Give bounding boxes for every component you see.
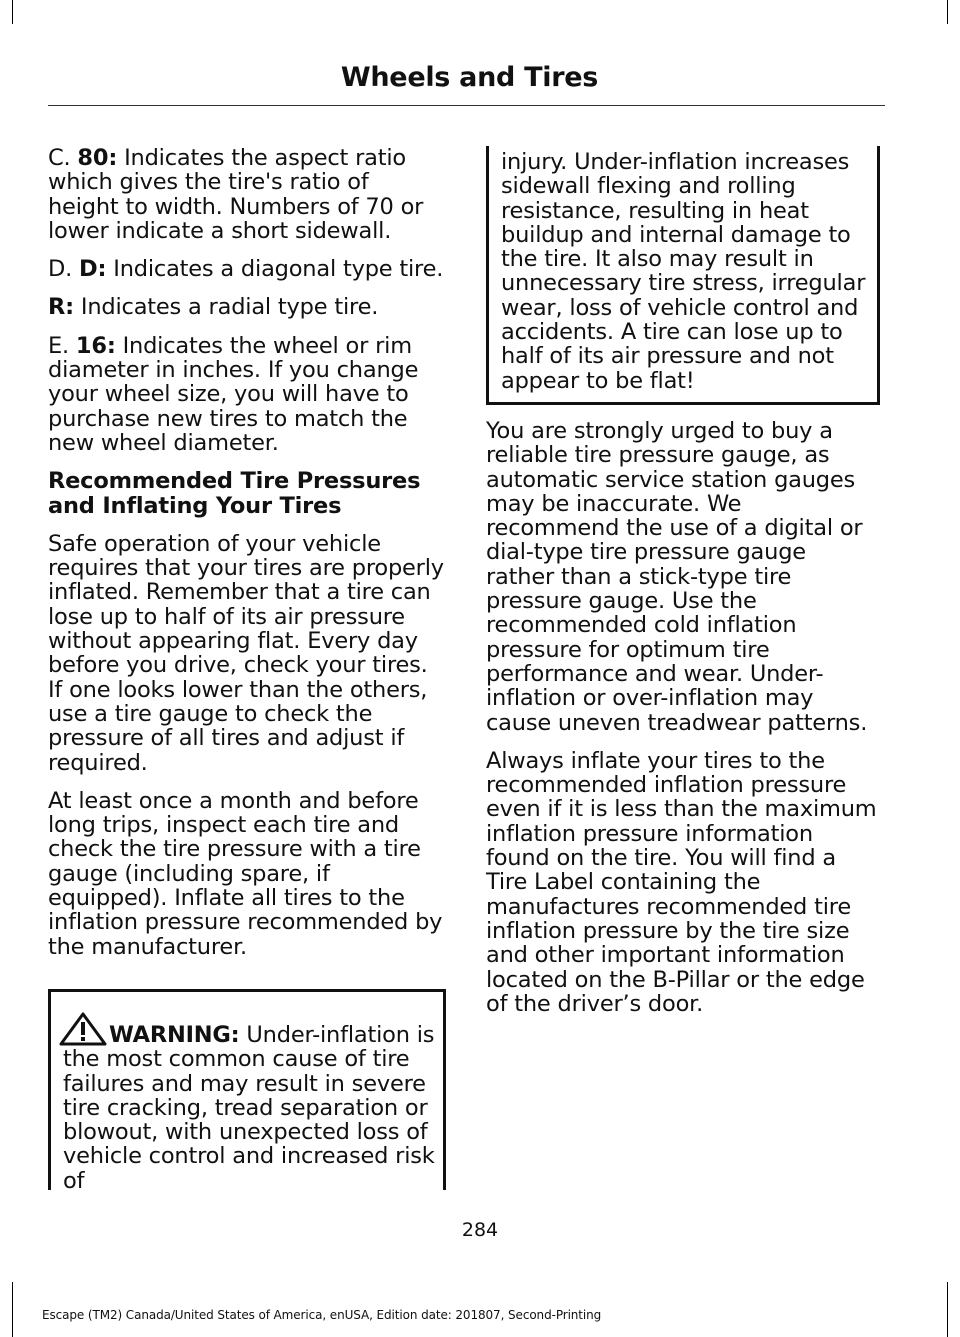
- aspect-ratio-paragraph: [48, 146, 446, 243]
- body-paragraph: At least once a month and before long trips, inspect each tire and check the tire pressure with a tire gauge (including spare, if equipped). Inflate all tires to the inflation pressure recommended by the manufacturer.: [48, 787, 443, 960]
- warning-text: Under-inflation is the most common cause of tire failures and may result in severe tire cracking, tread separation or blowout, with unexpected loss of vehicle control and increased risk of: [63, 1021, 435, 1194]
- crop-mark-top-right: [947, 0, 948, 24]
- crop-mark-bottom-right: [947, 1282, 948, 1337]
- left-column: [48, 145, 446, 1194]
- item-code: 16:: [75, 332, 116, 359]
- warning-box: [48, 989, 446, 1194]
- item-code: 80:: [77, 145, 118, 171]
- warning-triangle-icon: [57, 1012, 109, 1046]
- item-code: R:: [48, 294, 74, 321]
- body-paragraph: Safe operation of your vehicle requires that your tires are properly inflated. Remember that a tire can lose up to half of its air pressure without appearing flat. Every day before you drive, check your tires. If one looks lower than the others, use a tire gauge to check the pressure of all tires and adjust if required.: [48, 530, 444, 776]
- warning-label: WARNING:: [109, 1021, 240, 1048]
- item-code: D:: [79, 256, 107, 283]
- footer-text: Escape (TM2) Canada/United States of America, enUSA, Edition date: 201807, Second-Printing: [42, 1308, 602, 1322]
- right-column: [486, 146, 880, 1030]
- body-paragraph: You are strongly urged to buy a reliable tire pressure gauge, as automatic service station gauges may be inaccurate. We recommend the use of a digital or dial-type tire pressure gauge rather than a stick-type tire pressure gauge. Use the recommended cold inflation pressure for optimum tire performance and wear. Under-inflation or over-inflation may cause uneven treadwear patterns.: [486, 417, 868, 736]
- section-heading: Recommended Tire Pressures and Inflating Your Tires: [48, 468, 421, 519]
- warning-box-continued: [486, 146, 880, 405]
- item-text: Indicates a radial type tire.: [73, 294, 379, 321]
- diagonal-type-paragraph: [48, 257, 446, 281]
- body-paragraph: Always inflate your tires to the recommended inflation pressure even if it is less than the maximum inflation pressure information found on the tire. You will find a Tire Label containing the manufactures recommended tire inflation pressure by the tire size and other important information located on the B-Pillar or the edge of the driver’s door.: [486, 747, 877, 1017]
- item-text: Indicates the wheel or rim diameter in inches. If you change your wheel size, you will have to purchase new tires to match the new wheel diameter.: [48, 332, 419, 456]
- radial-type-paragraph: [48, 295, 446, 319]
- page-title: Wheels and Tires: [340, 62, 598, 93]
- page-number: 284: [461, 1219, 499, 1241]
- crop-mark-top-left: [12, 0, 13, 24]
- item-text: Indicates a diagonal type tire.: [106, 256, 444, 283]
- item-prefix: C.: [48, 145, 78, 171]
- header-divider: [48, 105, 885, 106]
- item-prefix: E.: [48, 332, 76, 359]
- warning-text-continued: injury. Under-inflation increases sidewall flexing and rolling resistance, resulting in heat buildup and internal damage to the tire. It also may result in unnecessary tire stress, irregular wear, loss of vehicle control and accidents. A tire can lose up to half of its air pressure and not appear to be flat!: [501, 149, 866, 394]
- rim-diameter-paragraph: [48, 334, 446, 455]
- crop-mark-bottom-left: [12, 1282, 13, 1337]
- item-prefix: D.: [48, 256, 80, 283]
- item-text: Indicates the aspect ratio which gives the tire's ratio of height to width. Numbers of 70 or lower indicate a short sidewall.: [48, 145, 424, 244]
